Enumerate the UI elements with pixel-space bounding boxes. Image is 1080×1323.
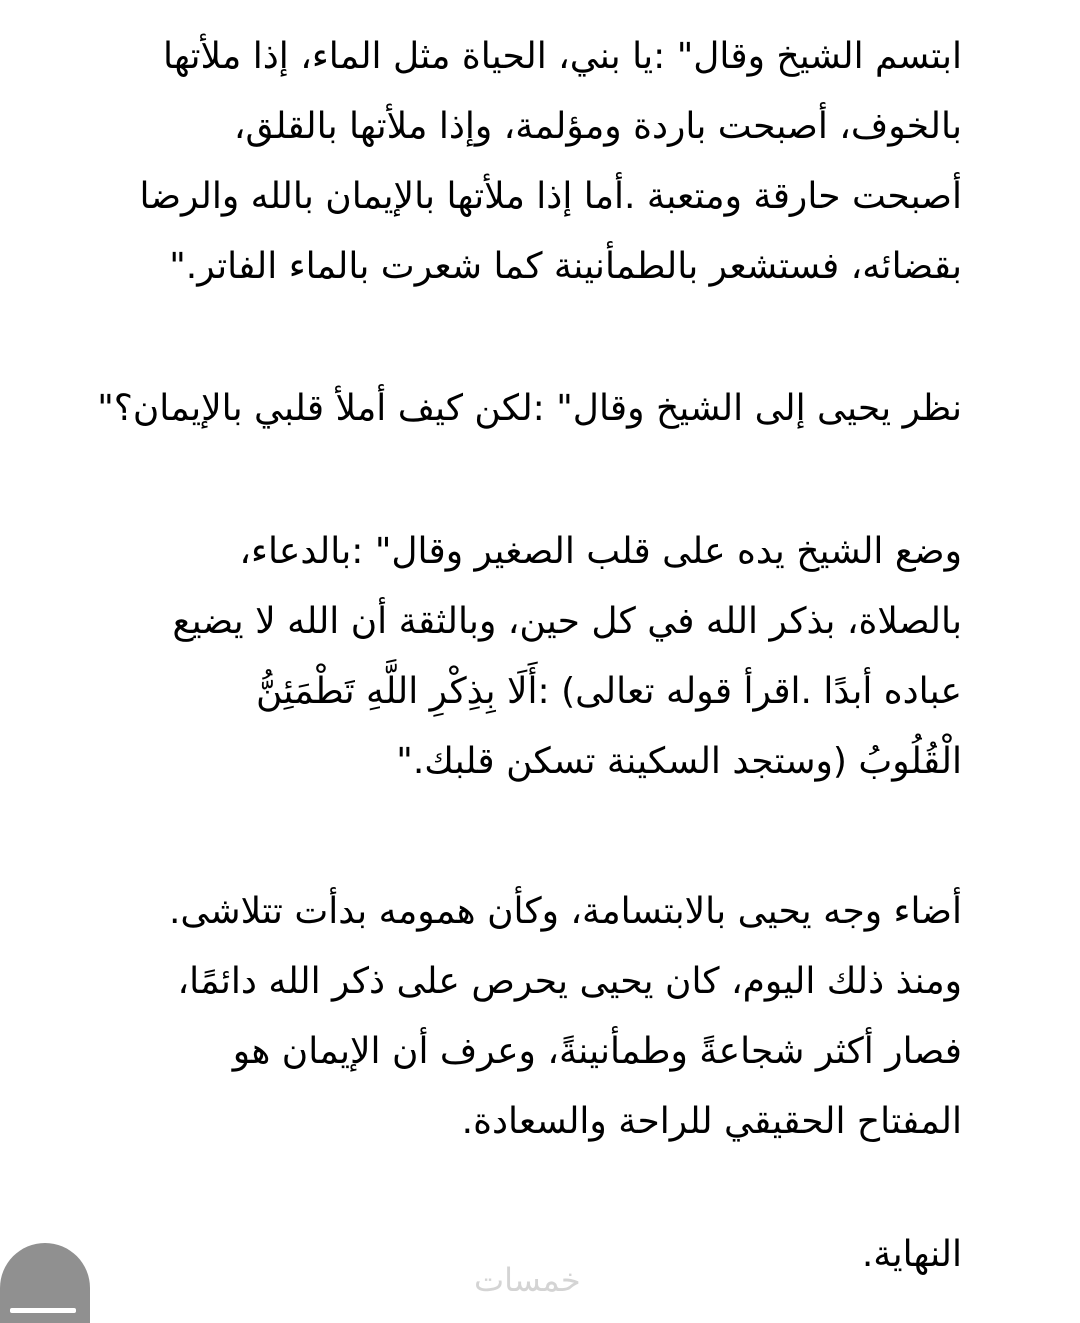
text-line: عباده أبدًا .اقرأ قوله تعالى) :أَلَا بِذِكْرِ اللَّهِ تَطْمَئِنُّ	[255, 671, 962, 712]
text-line: المفتاح الحقيقي للراحة والسعادة.	[461, 1101, 962, 1142]
watermark-logo: خمسات	[474, 1261, 581, 1299]
paragraph-the-end	[862, 1220, 962, 1290]
scroll-handle[interactable]	[0, 1243, 90, 1323]
text-line: أضاء وجه يحيى بالابتسامة، وكأن همومه بدأت تتلاشى.	[168, 891, 962, 932]
the-end-text: النهاية.	[861, 1234, 962, 1275]
text-line: فصار أكثر شجاعةً وطمأنينةً، وعرف أن الإيمان هو	[232, 1031, 962, 1072]
text-line: بقضائه، فستشعر بالطمأنينة كما شعرت بالماء الفاتر."	[169, 246, 962, 287]
text-line: وضع الشيخ يده على قلب الصغير وقال" :بالدعاء،	[239, 531, 962, 572]
paragraph-yahya-question	[97, 374, 962, 444]
text-line: ابتسم الشيخ وقال" :يا بني، الحياة مثل الماء، إذا ملأتها	[162, 36, 962, 77]
scroll-handle-bar-icon	[10, 1308, 76, 1313]
paragraph-sheikh-advice	[172, 517, 962, 797]
text-line: نظر يحيى إلى الشيخ وقال" :لكن كيف أملأ قلبي بالإيمان؟"	[97, 388, 962, 429]
paragraph-conclusion	[169, 877, 962, 1157]
text-line: بالصلاة، بذكر الله في كل حين، وبالثقة أن الله لا يضيع	[172, 601, 962, 642]
text-line: بالخوف، أصبحت باردة ومؤلمة، وإذا ملأتها بالقلق،	[233, 106, 962, 147]
text-line: الْقُلُوبُ (وستجد السكينة تسكن قلبك."	[396, 741, 962, 782]
text-line: ومنذ ذلك اليوم، كان يحيى يحرص على ذكر الله دائمًا،	[177, 961, 962, 1002]
text-line: أصبحت حارقة ومتعبة .أما إذا ملأتها بالإيمان بالله والرضا	[139, 176, 962, 217]
paragraph-sheikh-reply	[139, 22, 962, 302]
